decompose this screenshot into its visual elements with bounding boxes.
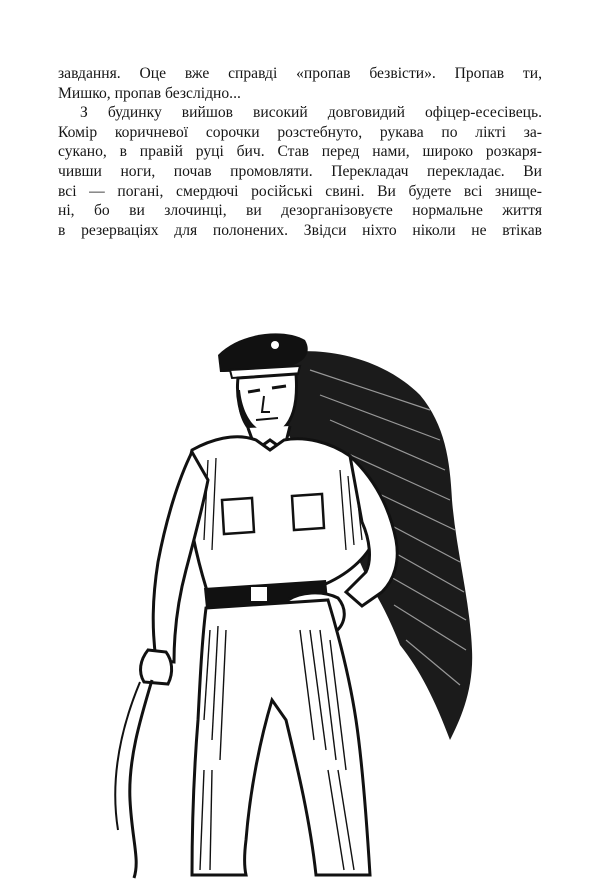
officer-illustration: [100, 300, 500, 880]
text-line-4: Комір коричневої сорочки розстебнуто, рукава по лікті за-: [58, 123, 542, 141]
text-line-3: З будинку вийшов високий довговидий офіцер-есесівець.: [80, 104, 542, 122]
trousers: [192, 600, 370, 875]
text-line-5: сукано, в правій руці бич. Став перед нами, широко розкаря-: [58, 143, 542, 161]
text-line-7: всі — погані, смердючі російські свині. Ви будете всі знище-: [58, 182, 542, 200]
text-line-1: завдання. Оце вже справді «пропав безвісти». Пропав ти,: [58, 65, 542, 82]
ss-officer-with-whip-illustration: [100, 300, 500, 880]
shirt: [187, 437, 372, 600]
text-line-2: Мишко, пропав безслідно...: [58, 84, 241, 102]
whip: [130, 680, 152, 878]
left-hand: [141, 650, 172, 684]
belt-buckle: [250, 586, 268, 602]
text-line-6: чивши ноги, почав промовляти. Перекладач перекладає. Ви: [58, 162, 542, 180]
text-line-8: ні, бо ви злочинці, ви дезорганізовуєте нормальне життя: [58, 202, 542, 220]
whip-lash: [115, 682, 140, 830]
page-text: [58, 64, 542, 240]
cap-badge-icon: [271, 341, 279, 349]
text-line-9: в резерваціях для полонених. Звідси ніхто ніколи не втікав: [58, 221, 542, 239]
